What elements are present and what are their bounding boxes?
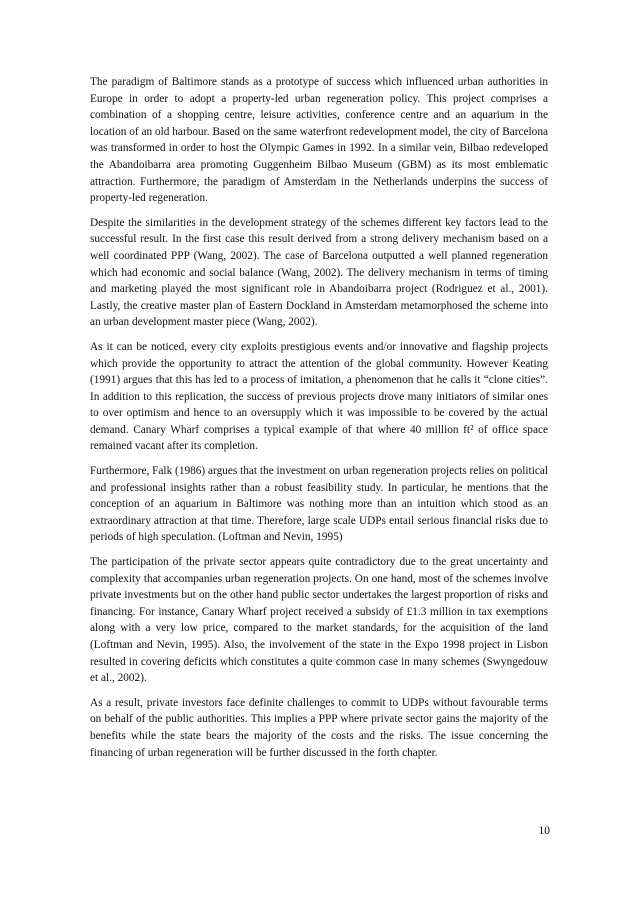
paragraph-private-sector: The participation of the private sector appears quite contradictory due to the great uncertainty and complexity that accompanies urban regeneration projects. On one hand, most of the schemes involve private investments but on the other hand public sector undertakes the largest proportion of risks and financing. For instance, Canary Wharf project received a subsidy of £1.3 million in tax exemptions along with a very low price, compared to the market standards, for the acquisition of the land (Loftman and Nevin, 1995). Also, the involvement of the state in the Expo 1998 project in Lisbon resulted in covering deficits which constitutes a quite common case in many schemes (Swyngedouw et al., 2002). <box>90 556 548 685</box>
page-number: 10 <box>538 825 550 837</box>
document-body <box>90 74 548 769</box>
paragraph-financial-risks: Furthermore, Falk (1986) argues that the investment on urban regeneration projects relies on political and professional insights rather than a robust feasibility study. In particular, he mentions that the conception of an aquarium in Baltimore was nothing more than an intuition which stood as an extraordinary attraction at that time. Therefore, large scale UDPs entail serious financial risks due to periods of high speculation. (Loftman and Nevin, 1995) <box>90 465 548 544</box>
paragraph-conclusion: As a result, private investors face definite challenges to commit to UDPs without favourable terms on behalf of the public authorities. This implies a PPP where private sector gains the majority of the benefits while the state bears the majority of the costs and the risks. The issue concerning the financing of urban regeneration will be further discussed in the forth chapter. <box>90 696 548 759</box>
paragraph-key-factors: Despite the similarities in the development strategy of the schemes different key factors lead to the successful result. In the first case this result derived from a strong delivery mechanism based on a well coordinated PPP (Wang, 2002). The case of Barcelona outputted a well planned regeneration which had economic and social balance (Wang, 2002). The delivery mechanism in terms of timing and marketing played the most significant role in Abandoibarra project (Rodriguez et al., 2001). Lastly, the creative master plan of Eastern Dockland in Amsterdam metamorphosed the scheme into an urban development master piece (Wang, 2002). <box>90 216 548 329</box>
paragraph-baltimore-paradigm: The paradigm of Baltimore stands as a prototype of success which influenced urban authorities in Europe in order to adopt a property-led urban regeneration policy. This project comprises a combination of a shopping centre, leisure activities, conference centre and an aquarium in the location of an old harbour. Based on the same waterfront redevelopment model, the city of Barcelona was transformed in order to host the Olympic Games in 1992. In a similar vein, Bilbao redeveloped the Abandoibarra area promoting Guggenheim Bilbao Museum (GBM) as its most emblematic attraction. Furthermore, the paradigm of Amsterdam in the Netherlands underpins the success of property-led regeneration. <box>90 76 548 205</box>
paragraph-clone-cities: As it can be noticed, every city exploits prestigious events and/or innovative and flagship projects which provide the opportunity to attract the attention of the global community. However Keating (1991) argues that this has led to a process of imitation, a phenomenon that he calls it “clone cities”. In addition to this replication, the success of previous projects drove many initiators of similar ones to over optimism and hence to an oversupply which it was impossible to be covered by the actual demand. Canary Wharf comprises a typical example of that where 40 million ft² of office space remained vacant after its completion. <box>90 340 548 453</box>
